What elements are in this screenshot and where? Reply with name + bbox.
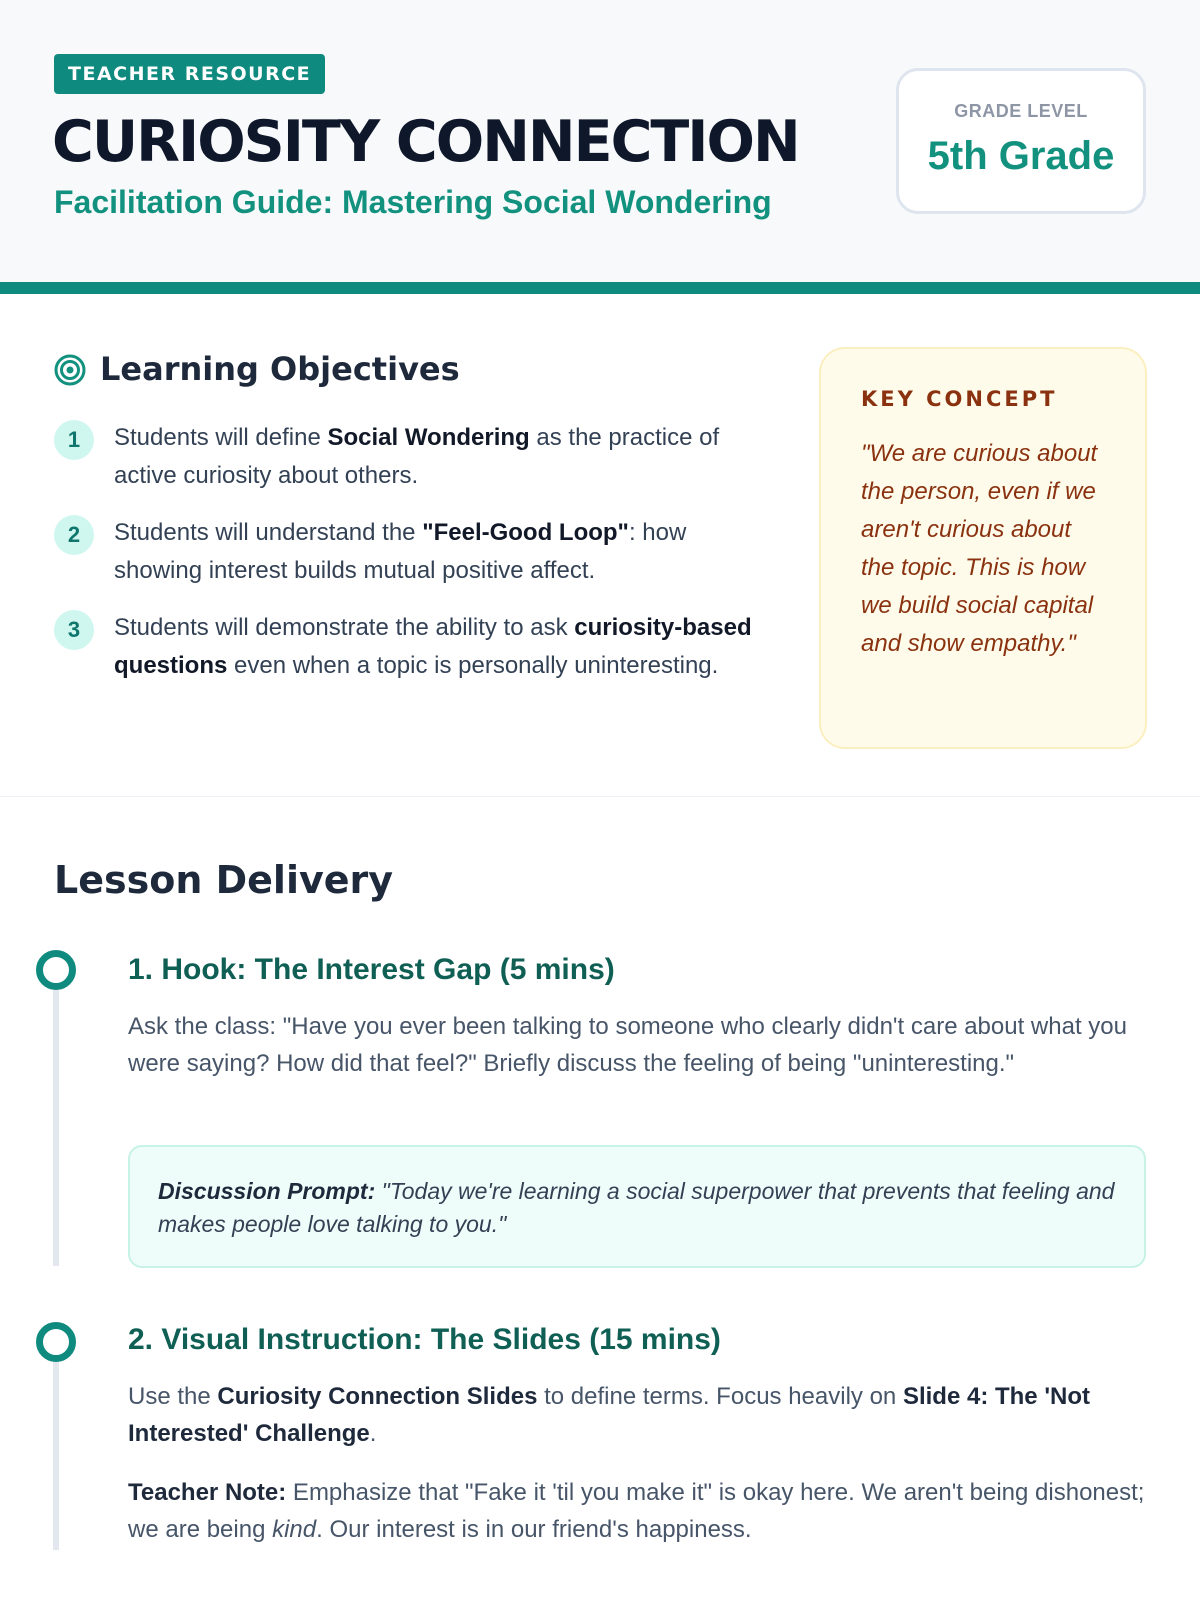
objectives-list — [54, 419, 764, 704]
objective-number: 3 — [54, 610, 94, 650]
objective-text: as the practice of active curiosity about others. — [114, 424, 720, 489]
step-body — [128, 1378, 1146, 1452]
page-subtitle: Facilitation Guide: Mastering Social Wondering — [54, 184, 772, 220]
step-body: Ask the class: "Have you ever been talking to someone who clearly didn't care about what you were saying? How did that feel?" Briefly discuss the feeling of being "uninteresting." — [128, 1013, 1127, 1077]
key-concept-quote: "We are curious about the person, even if we aren't curious about the topic. This is how we build social capital and show empathy." — [861, 440, 1098, 657]
objective-text: : how showing interest builds mutual positive affect. — [114, 519, 687, 584]
step-title: 2. Visual Instruction: The Slides (15 mins) — [128, 1323, 721, 1356]
objective-emphasis: Social Wondering — [327, 424, 530, 451]
page-title: CURIOSITY CONNECTION — [52, 109, 799, 175]
teacher-note — [128, 1474, 1146, 1548]
grade-level-value: 5th Grade — [927, 134, 1115, 178]
objective-number: 2 — [54, 515, 94, 555]
step-title: 1. Hook: The Interest Gap (5 mins) — [128, 953, 615, 986]
timeline-line — [53, 990, 59, 1266]
target-icon — [54, 354, 86, 386]
teacher-resource-badge: TEACHER RESOURCE — [54, 54, 325, 94]
objective-text: Students will define — [114, 424, 328, 451]
discussion-prompt-label: Discussion Prompt: — [158, 1178, 376, 1204]
objective-number: 1 — [54, 420, 94, 460]
step-text: Use the — [128, 1383, 218, 1410]
objective-item — [54, 514, 764, 590]
key-concept-label: KEY CONCEPT — [861, 387, 1058, 411]
timeline-dot — [36, 950, 76, 990]
lesson-delivery-title: Lesson Delivery — [54, 858, 394, 902]
objective-emphasis: curiosity-based questions — [114, 614, 752, 679]
objective-item — [54, 609, 764, 685]
objective-item — [54, 419, 764, 495]
objective-text: Students will demonstrate the ability to ask — [114, 614, 575, 641]
step-text: . — [369, 1420, 377, 1447]
teacher-note-text: . Our interest is in our friend's happiness. — [316, 1516, 752, 1543]
step-text: to define terms. Focus heavily on — [537, 1383, 903, 1410]
discussion-prompt-box — [128, 1145, 1146, 1268]
key-concept-card — [819, 347, 1147, 749]
page-header — [0, 0, 1200, 294]
grade-level-card — [896, 68, 1146, 214]
teacher-note-label: Teacher Note: — [128, 1479, 287, 1506]
timeline-line — [53, 1360, 59, 1550]
grade-level-label: GRADE LEVEL — [954, 101, 1088, 121]
objective-text: even when a topic is personally uninteresting. — [227, 652, 719, 679]
timeline-dot — [36, 1322, 76, 1362]
discussion-prompt-text: "Today we're learning a social superpower that prevents that feeling and makes people love talking to you." — [158, 1178, 1115, 1237]
teacher-note-text: Emphasize that "Fake it 'til you make it" is okay here. We aren't being dishonest; we are being — [128, 1479, 1145, 1543]
objective-emphasis: "Feel-Good Loop" — [422, 519, 629, 546]
teacher-note-emphasis: kind — [272, 1516, 317, 1543]
step-emphasis: Slide 4: The 'Not Interested' Challenge — [128, 1383, 1091, 1447]
objectives-title: Learning Objectives — [100, 350, 460, 388]
step-emphasis: Curiosity Connection Slides — [217, 1383, 538, 1410]
objective-text: Students will understand the — [114, 519, 423, 546]
